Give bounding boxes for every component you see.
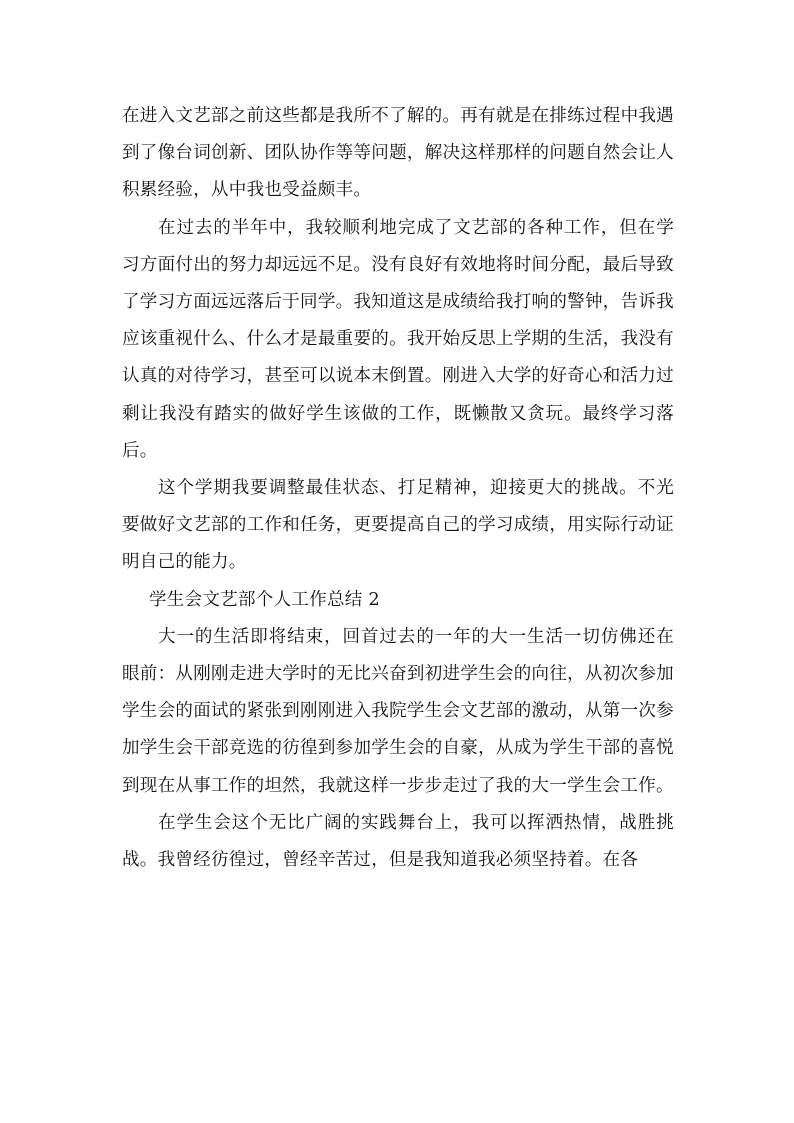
paragraph-half-year-review: 在过去的半年中，我较顺利地完成了文艺部的各种工作，但在学习方面付出的努力却远远不足。没有良好有效地将时间分配，最后导致了学习方面远远落后于同学。我知道这是成绩给我打响的警钟，告诉我应该重视什么、什么才是最重要的。我开始反思上学期的生活，我没有认真的对待学习，甚至可以说本末倒置。刚进入大学的好奇心和活力过剩让我没有踏实的做好学生该做的工作，既懒散又贪玩。最终学习落后。 [122, 217, 674, 461]
paragraph-practice-stage: 在学生会这个无比广阔的实践舞台上，我可以挥洒热情，战胜挑战。我曾经彷徨过，曾经辛苦过，但是我知道我必须坚持着。在各 [122, 812, 674, 871]
paragraph-continuation: 在进入文艺部之前这些都是我所不了解的。再有就是在排练过程中我遇到了像台词创新、团队协作等等问题，解决这样那样的问题自然会让人积累经验，从中我也受益颇丰。 [122, 106, 674, 201]
paragraph-first-year-recap: 大一的生活即将结束，回首过去的一年的大一生活一切仿佛还在眼前：从刚刚走进大学时的无比兴奋到初进学生会的向往，从初次参加学生会的面试的紧张到刚刚进入我院学生会文艺部的激动，从第一次参加学生会干部竞选的彷徨到参加学生会的自豪，从成为学生干部的喜悦到现在从事工作的坦然，我就这样一步步走过了我的大一学生会工作。 [122, 626, 674, 796]
section-heading: 学生会文艺部个人工作总结 2 [149, 589, 380, 610]
document-body [122, 98, 674, 879]
paragraph-this-semester-plan: 这个学期我要调整最佳状态、打足精神，迎接更大的挑战。不光要做好文艺部的工作和任务，更要提高自己的学习成绩，用实际行动证明自己的能力。 [122, 478, 674, 573]
